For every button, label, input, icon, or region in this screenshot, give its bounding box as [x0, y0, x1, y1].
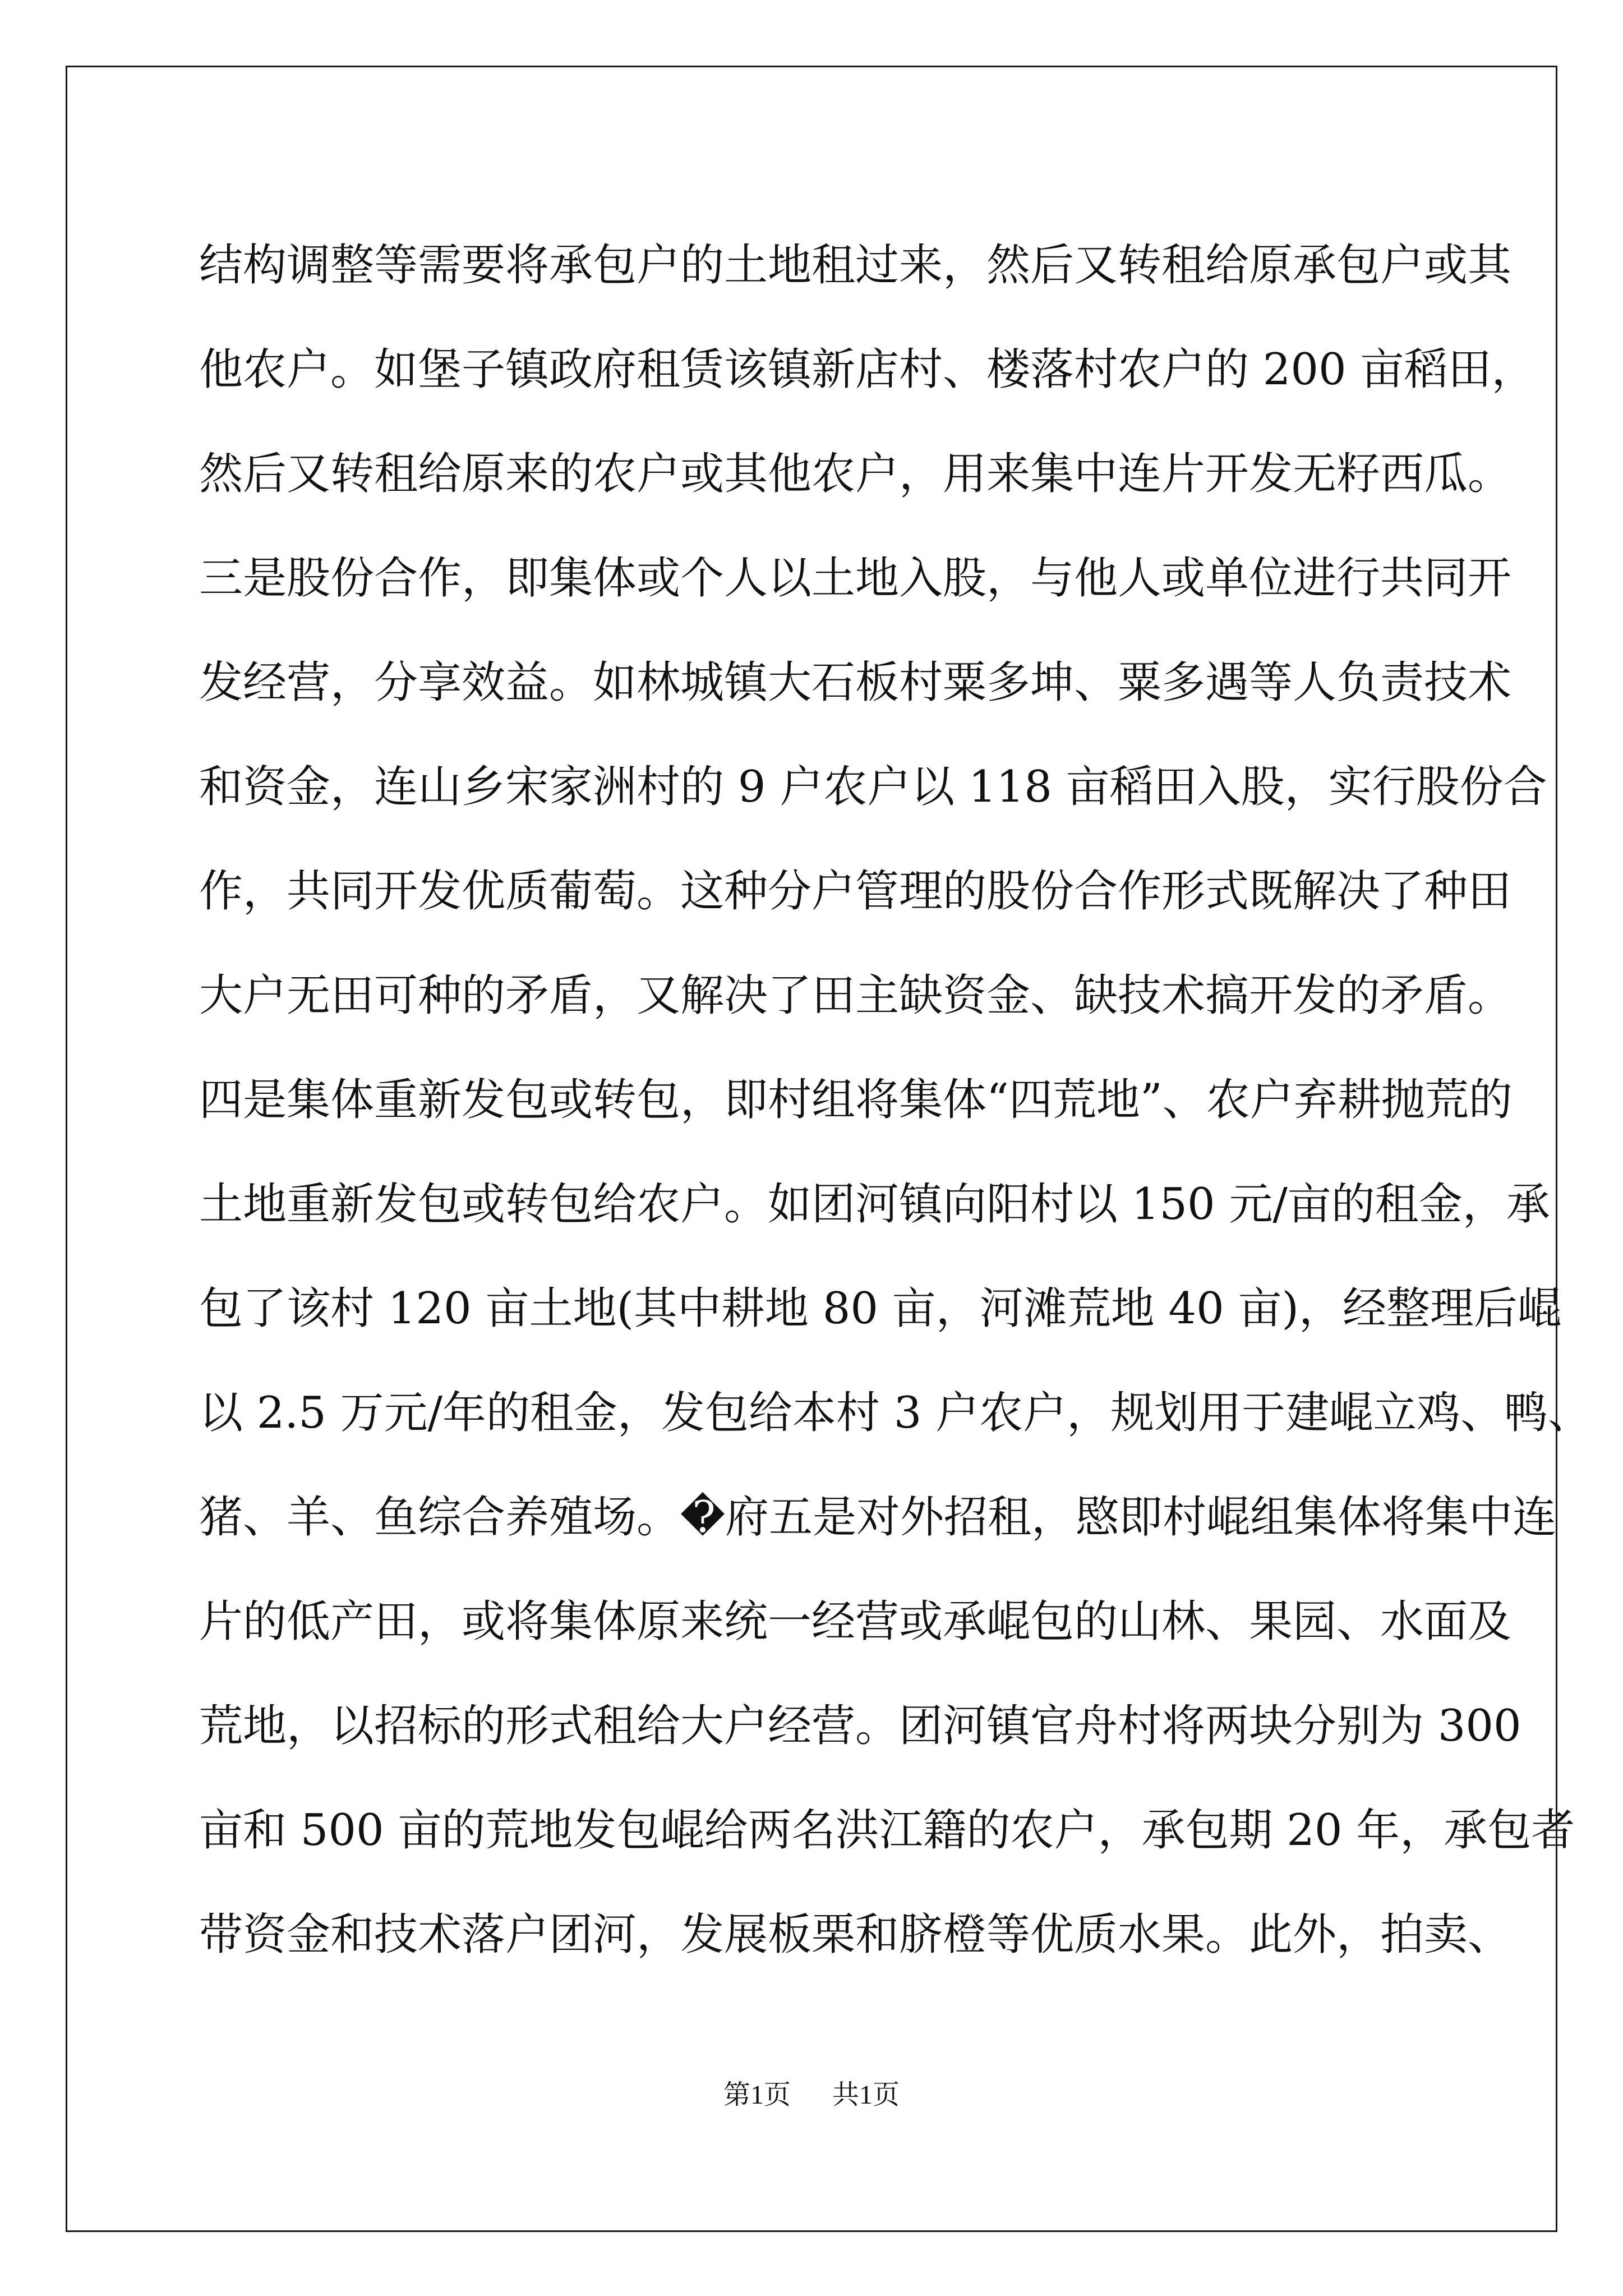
page-footer — [0, 2073, 1623, 2111]
text-line: 四是集体重新发包或转包，即村组将集体“四荒地”、农户弃耕抛荒的 — [199, 1075, 1513, 1125]
page-number-total: 共1页 — [832, 2080, 900, 2110]
text-line: 亩和 500 亩的荒地发包崐给两名洪江籍的农户，承包期 20 年，承包者 — [199, 1805, 1575, 1856]
text-line: 包了该村 120 亩土地(其中耕地 80 亩，河滩荒地 40 亩)，经整理后崐 — [199, 1283, 1562, 1334]
page-number-current: 第1页 — [723, 2080, 791, 2110]
document-body — [199, 213, 1592, 1987]
text-line: 土地重新发包或转包给农户。如团河镇向阳村以 150 元/亩的租金，承 — [199, 1179, 1550, 1230]
text-line: 大户无田可种的矛盾，又解决了田主缺资金、缺技术搞开发的矛盾。 — [199, 970, 1512, 1021]
text-line: 猪、羊、鱼综合养殖场。�府五是对外招租，愍即村崐组集体将集中连 — [199, 1492, 1556, 1543]
text-line: 片的低产田，或将集体原来统一经营或承崐包的山林、果园、水面及 — [199, 1596, 1512, 1647]
text-line: 发经营，分享效益。如林城镇大石板村粟多坤、粟多遇等人负责技术 — [199, 657, 1512, 708]
text-line: 三是股份合作，即集体或个人以土地入股，与他人或单位进行共同开 — [199, 553, 1512, 604]
text-line: 然后又转租给原来的农户或其他农户，用来集中连片开发无籽西瓜。 — [199, 449, 1512, 499]
text-line: 荒地，以招标的形式租给大户经营。团河镇官舟村将两块分别为 300 — [199, 1701, 1521, 1751]
text-line: 带资金和技术落户团河，发展板栗和脐橙等优质水果。此外，拍卖、 — [199, 1910, 1512, 1960]
text-line: 作，共同开发优质葡萄。这种分户管理的股份合作形式既解决了种田 — [199, 866, 1512, 917]
text-line: 以 2.5 万元/年的租金，发包给本村 3 户农户，规划用于建崐立鸡、鸭、 — [199, 1388, 1592, 1438]
text-line: 和资金，连山乡宋家洲村的 9 户农户以 118 亩稻田入股，实行股份合 — [199, 762, 1547, 812]
text-line: 他农户。如堡子镇政府租赁该镇新店村、楼落村农户的 200 亩稻田， — [199, 344, 1536, 395]
text-line: 结构调整等需要将承包户的土地租过来，然后又转租给原承包户或其 — [199, 240, 1512, 291]
